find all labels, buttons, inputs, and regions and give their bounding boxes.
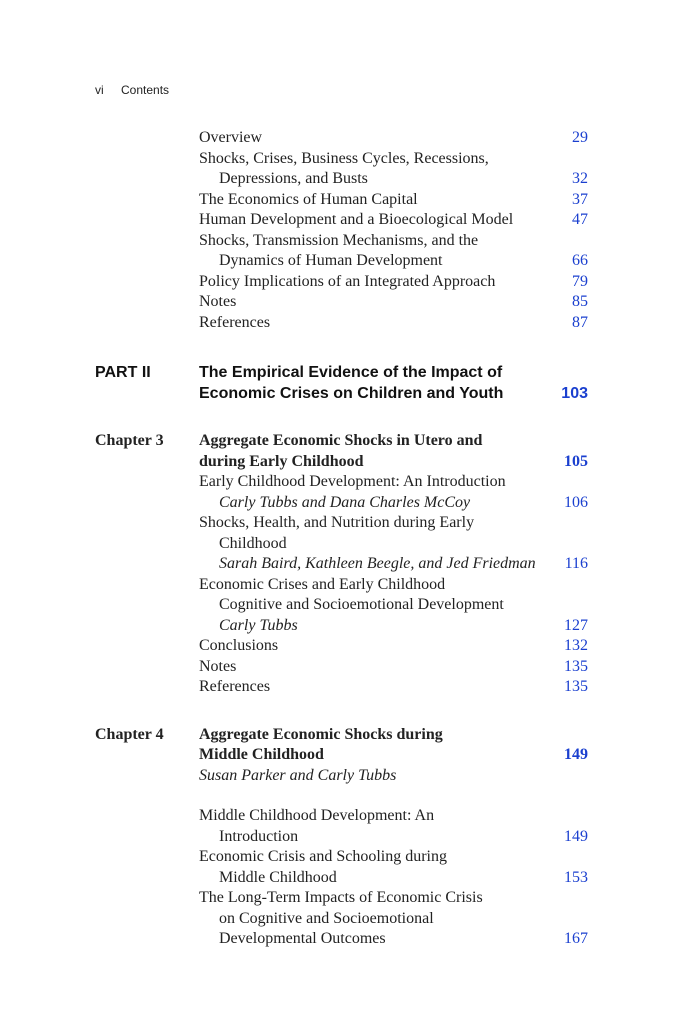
toc-entry-economic-crises-ecd[interactable] (0, 575, 683, 596)
table-of-contents (0, 128, 683, 950)
toc-entry-title: The Long-Term Impacts of Economic Crisis (199, 889, 483, 906)
toc-chapter-3[interactable] (0, 431, 683, 452)
toc-entry-transmission-mechanisms[interactable] (0, 231, 683, 252)
part-page[interactable]: 103 (561, 384, 588, 402)
toc-entry-title: Conclusions (199, 637, 279, 654)
toc-entry-shocks-crises[interactable] (0, 149, 683, 170)
toc-entry-title: Notes (199, 293, 237, 310)
toc-entry-mcd-intro-cont[interactable] (0, 827, 683, 848)
toc-entry-title: Economic Crisis and Schooling during (199, 848, 447, 865)
chapter-label: Chapter 4 (95, 725, 164, 743)
toc-entry-title: Developmental Outcomes (219, 930, 386, 947)
toc-chapter-4[interactable] (0, 725, 683, 746)
toc-entry-title: Dynamics of Human Development (219, 252, 443, 269)
toc-entry-transmission-mechanisms-cont[interactable] (0, 251, 683, 272)
chapter-page[interactable]: 149 (564, 746, 588, 763)
toc-entry-page[interactable]: 87 (572, 313, 588, 331)
toc-entry-authors[interactable] (0, 616, 683, 637)
toc-entry-references[interactable] (0, 677, 683, 698)
toc-entry-page[interactable]: 66 (572, 252, 588, 269)
chapter-authors: Susan Parker and Carly Tubbs (199, 766, 397, 784)
toc-chapter-4-authors (0, 766, 683, 787)
toc-entry-authors[interactable] (0, 493, 683, 514)
toc-chapter-3-cont[interactable] (0, 452, 683, 473)
toc-entry-page[interactable]: 37 (572, 190, 588, 208)
toc-entry-bioecological-model[interactable] (0, 210, 683, 231)
toc-entry-economic-crises-ecd-cont[interactable] (0, 595, 683, 616)
toc-entry-shocks-health[interactable] (0, 513, 683, 534)
toc-entry-page[interactable]: 135 (564, 678, 588, 695)
toc-entry-title: Economic Crises and Early Childhood (199, 575, 446, 593)
toc-entry-notes[interactable] (0, 657, 683, 678)
toc-entry-page[interactable]: 116 (564, 555, 588, 572)
toc-entry-page[interactable]: 149 (564, 827, 588, 845)
chapter-title: during Early Childhood (199, 452, 364, 470)
toc-entry-authors: Carly Tubbs (219, 616, 298, 634)
toc-entry-authors[interactable] (0, 554, 683, 575)
toc-entry-title: The Economics of Human Capital (199, 190, 418, 208)
toc-entry-title: Early Childhood Development: An Introduction (199, 473, 506, 490)
toc-entry-title: References (199, 313, 271, 331)
chapter-title: Middle Childhood (199, 746, 324, 763)
toc-entry-title: Notes (199, 657, 237, 675)
toc-part-2-cont[interactable] (0, 384, 683, 405)
toc-entry-page[interactable]: 85 (572, 293, 588, 310)
toc-entry-shocks-health-cont[interactable] (0, 534, 683, 555)
toc-entry-page[interactable]: 127 (564, 616, 588, 634)
header-page-number: vi (95, 83, 104, 97)
toc-entry-title: on Cognitive and Socioemotional (219, 909, 434, 927)
toc-entry-title: Shocks, Health, and Nutrition during Early (199, 514, 475, 531)
toc-entry-shocks-crises-cont[interactable] (0, 169, 683, 190)
chapter-title: Aggregate Economic Shocks in Utero and (199, 432, 483, 449)
toc-entry-crisis-schooling-cont[interactable] (0, 868, 683, 889)
toc-entry-page[interactable]: 153 (564, 868, 588, 886)
toc-entry-economics-human-capital[interactable] (0, 190, 683, 211)
toc-chapter-4-cont[interactable] (0, 745, 683, 766)
toc-entry-title: Middle Childhood (219, 868, 337, 886)
toc-entry-title: Policy Implications of an Integrated Approach (199, 272, 496, 290)
toc-entry-title: Cognitive and Socioemotional Development (219, 596, 504, 613)
toc-entry-authors: Carly Tubbs and Dana Charles McCoy (219, 493, 471, 511)
toc-entry-long-term-impacts-cont[interactable] (0, 909, 683, 930)
part-title: The Empirical Evidence of the Impact of (199, 364, 503, 381)
toc-entry-long-term-impacts[interactable] (0, 888, 683, 909)
toc-entry-references[interactable] (0, 313, 683, 334)
toc-entry-title: Overview (199, 129, 263, 146)
chapter-title: Aggregate Economic Shocks during (199, 725, 443, 743)
toc-entry-title: Depressions, and Busts (219, 170, 368, 187)
toc-entry-authors: Sarah Baird, Kathleen Beegle, and Jed Friedman (219, 555, 536, 572)
toc-entry-page[interactable]: 106 (564, 493, 588, 511)
toc-entry-page[interactable]: 135 (564, 657, 588, 675)
toc-entry-title: Childhood (219, 534, 287, 552)
running-head (95, 83, 169, 97)
toc-entry-title: References (199, 678, 271, 695)
toc-entry-crisis-schooling[interactable] (0, 847, 683, 868)
toc-entry-title: Shocks, Crises, Business Cycles, Recessions, (199, 149, 489, 167)
toc-entry-page[interactable]: 47 (572, 211, 588, 228)
toc-entry-policy-implications[interactable] (0, 272, 683, 293)
toc-entry-title: Middle Childhood Development: An (199, 807, 435, 824)
part-label: PART II (95, 364, 151, 381)
toc-entry-title: Human Development and a Bioecological Model (199, 211, 514, 228)
part-title: Economic Crises on Children and Youth (199, 384, 504, 402)
toc-entry-notes[interactable] (0, 292, 683, 313)
toc-entry-page[interactable]: 79 (572, 272, 588, 290)
toc-entry-mcd-intro[interactable] (0, 806, 683, 827)
toc-entry-ecd-intro[interactable] (0, 472, 683, 493)
chapter-page[interactable]: 105 (564, 452, 588, 470)
toc-part-2[interactable] (0, 363, 683, 384)
header-title: Contents (121, 83, 170, 97)
toc-entry-page[interactable]: 32 (572, 170, 588, 187)
toc-entry-title: Shocks, Transmission Mechanisms, and the (199, 231, 479, 249)
toc-entry-overview[interactable] (0, 128, 683, 149)
chapter-label: Chapter 3 (95, 432, 164, 449)
toc-entry-title: Introduction (219, 827, 299, 845)
toc-entry-page[interactable]: 167 (564, 930, 588, 947)
toc-entry-long-term-impacts-cont2[interactable] (0, 929, 683, 950)
toc-entry-page[interactable]: 29 (572, 129, 588, 146)
toc-entry-page[interactable]: 132 (564, 637, 588, 654)
toc-entry-conclusions[interactable] (0, 636, 683, 657)
